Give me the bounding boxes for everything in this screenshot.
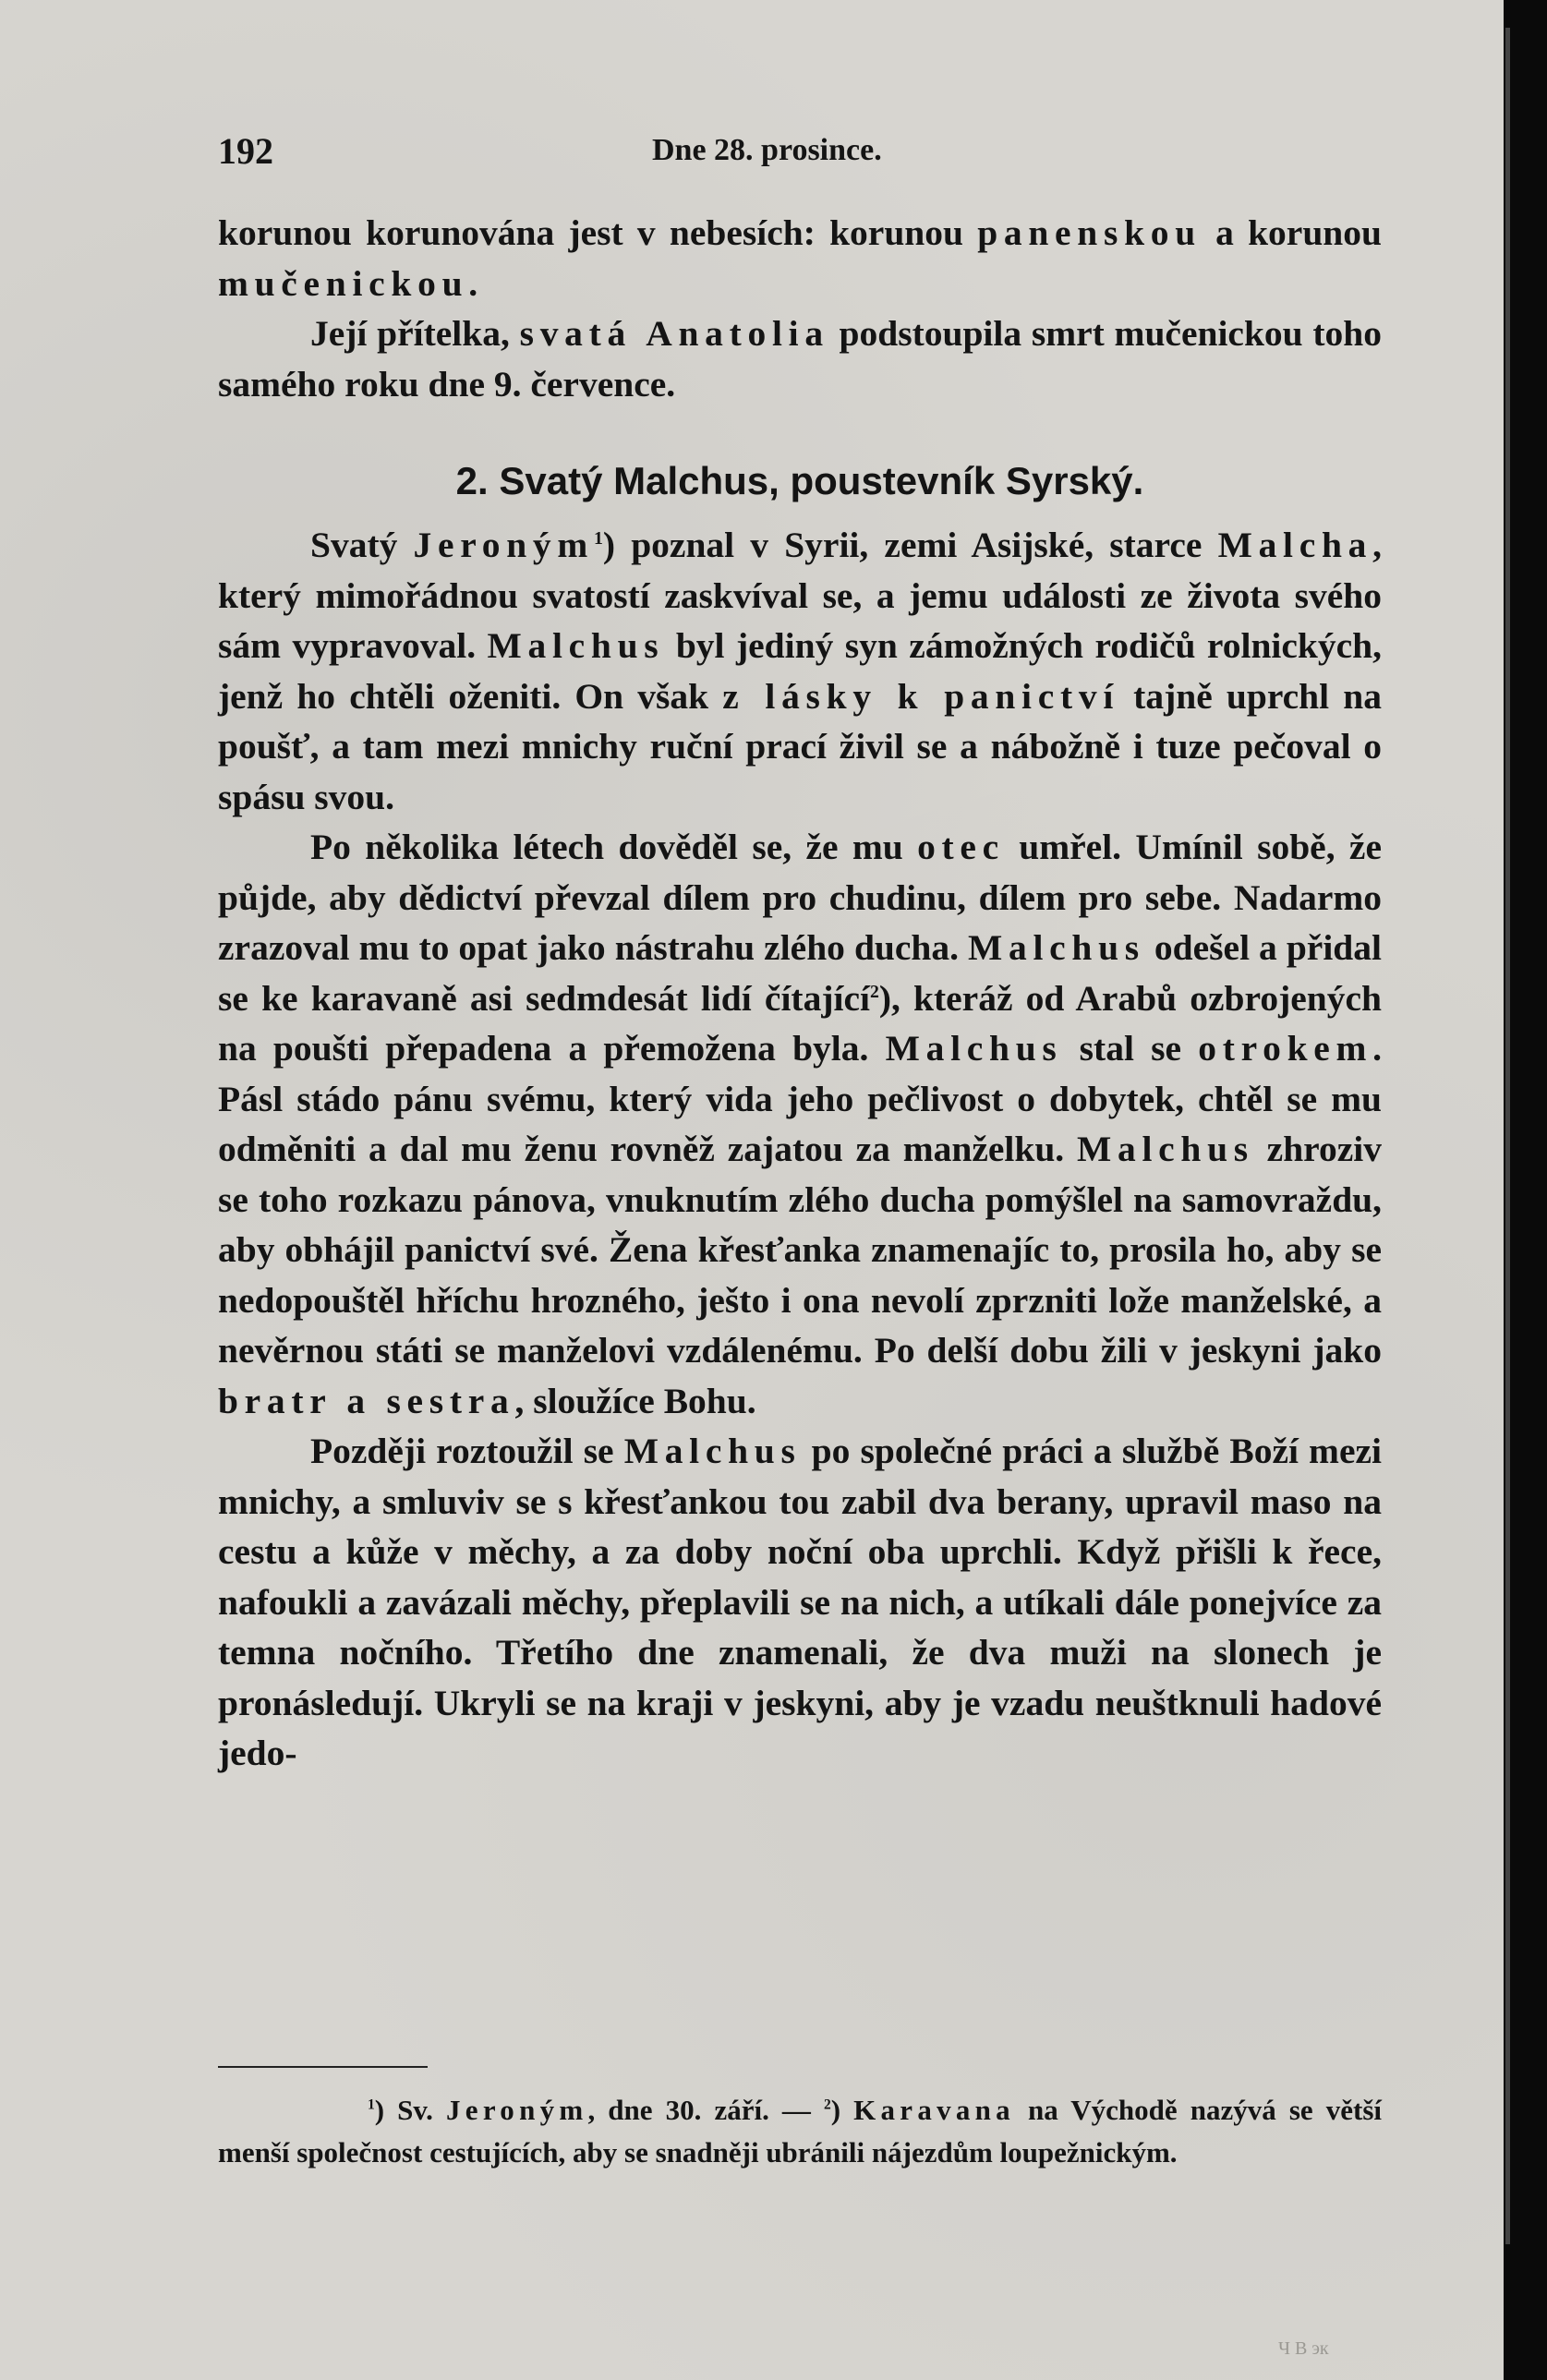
text-run: . Pásl stádo pánu svému, který vida jeho pečlivost o dobytek, chtěl se mu odměniti a dal mu ženu rovněž zajatou za manželku.: [218, 1028, 1382, 1169]
text-run: Její přítelka,: [310, 313, 520, 354]
text-run: ): [830, 2094, 854, 2126]
emphasis: Karavana: [853, 2094, 1015, 2126]
text-run: Po několika létech dověděl se, že mu: [310, 827, 918, 867]
footnote-marker: 1: [368, 2096, 375, 2113]
text-run: , který mimořádnou svatostí zaskvíval se, a jemu události ze života svého sám vypravoval.: [218, 525, 1382, 666]
text-run: tajně uprchl na poušť, a tam mezi mnichy ruční prací živil se a nábožně i tuze pečoval o spásu svou.: [218, 675, 1382, 817]
footnote-marker: 2: [824, 2096, 831, 2113]
emphasis: bratr a sestra: [218, 1380, 515, 1421]
text-run: .: [468, 262, 478, 304]
emphasis: Malchus: [968, 927, 1145, 968]
emphasis: Jeroným: [446, 2094, 588, 2126]
section-heading: 2. Svatý Malchus, poustevník Syrský.: [455, 459, 1144, 502]
emphasis: svatá Anatolia: [519, 313, 829, 354]
emphasis: Malchus: [487, 625, 665, 666]
emphasis: Malchus: [885, 1028, 1063, 1069]
text-run: korunou korunována jest v nebesích: korunou: [218, 212, 978, 253]
paragraph-pozdeji: [218, 1426, 1382, 1779]
text-run: , dne 30. září. —: [587, 2094, 824, 2126]
text-run: odešel a přidal se ke karavaně asi sedmdesát lidí čítající: [218, 927, 1382, 1019]
paragraph-otec: [218, 822, 1382, 1426]
paragraph-anatolia: [218, 308, 1382, 409]
text-run: stal se: [1062, 1028, 1199, 1069]
page-header: [218, 129, 1382, 175]
main-text: [218, 208, 1382, 1779]
text-run: na Východě nazývá se větší menší společnost cestujících, aby se snadněji ubránili nájezdům loupežnickým.: [218, 2094, 1383, 2169]
text-run: ) poznal v Syrii, zemi Asijské, starce: [602, 525, 1218, 565]
text-run: podstoupila smrt mučenickou toho samého roku dne 9. července.: [218, 313, 1383, 405]
scan-border: [1504, 0, 1547, 2380]
text-run: ), kteráž od Arabů ozbrojených na poušti přepadena a přemožena byla.: [218, 977, 1382, 1069]
footnotes: [218, 2089, 1382, 2174]
text-run: byl jediný syn zámožných rodičů rolnických, jenž ho chtěli oženiti. On však: [218, 625, 1383, 717]
text-run: Později roztoužil se: [310, 1431, 624, 1471]
emphasis: otec: [917, 827, 1005, 867]
footnote-text: [218, 2089, 1382, 2174]
emphasis: Malcha: [1217, 525, 1373, 565]
emphasis: otrokem: [1198, 1028, 1373, 1069]
footnote-ref: 1: [594, 527, 603, 549]
text-run: , sloužíce Bohu.: [514, 1380, 756, 1421]
emphasis: Malchus: [1077, 1129, 1254, 1169]
running-head: Dne 28. prosince.: [652, 133, 882, 167]
text-run: ) Sv.: [374, 2094, 447, 2126]
paragraph-jeronym: [218, 520, 1382, 822]
paragraph-continuation: [218, 208, 1382, 308]
emphasis: Jeroným: [413, 525, 595, 565]
text-run: po společné práci a službě Boží mezi mnichy, a smluviv se s křesťankou tou zabil dva berany, upravil maso na cestu a kůže v měchy, a za doby noční oba uprchli. Když přišli k řece, nafoukli a zavázali měchy, přeplavili se na nich, a utíkali dále ponejvíce za temna nočního. Třetího dne znamenali, že dva muži na slonech je pronásledují. Ukryli se na kraji v jeskyni, aby je vzadu neuštknuli hadové jedo-: [218, 1431, 1382, 1773]
scan-mark: Ч В эк: [1278, 2338, 1329, 2359]
text-run: a korunou: [1201, 212, 1382, 253]
emphasis: mučenickou: [218, 262, 469, 304]
emphasis: panenskou: [977, 212, 1202, 253]
scan-border-line: [1505, 28, 1510, 2244]
emphasis: z lásky k panictví: [722, 675, 1120, 717]
footnote-ref: 2: [869, 981, 879, 1002]
emphasis: Malchus: [623, 1431, 802, 1471]
footnote-divider: [218, 2066, 428, 2068]
text-run: umřel. Umínil sobě, že půjde, aby dědictví převzal dílem pro chudinu, dílem pro sebe. Nadarmo zrazoval mu to opat jako nástrahu zlého ducha.: [218, 827, 1382, 968]
text-run: zhroziv se toho rozkazu pánova, vnuknutím zlého ducha pomýšlel na samovraždu, aby obhájil panictví své. Žena křesťanka znamenajíc to, prosila ho, aby se nedopouštěl hříchu hrozného, ješto i ona nevolí zprzniti lože manželské, a nevěrnou státi se manželovi vzdálenému. Po delší dobu žili v jeskyni jako: [218, 1129, 1382, 1371]
page-number: 192: [218, 130, 273, 172]
text-run: Svatý: [310, 525, 414, 565]
